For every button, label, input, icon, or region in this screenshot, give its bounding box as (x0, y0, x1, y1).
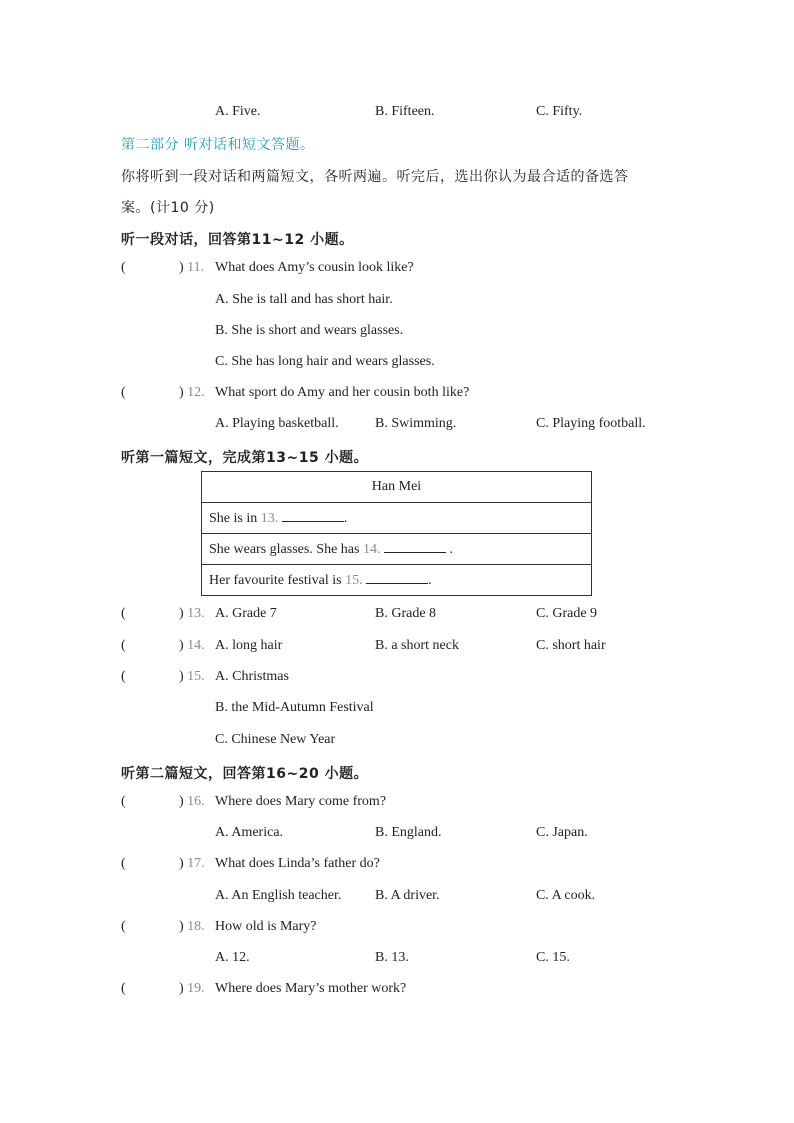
answer-paren-close: ) 12. (179, 385, 205, 400)
han-mei-table (201, 471, 592, 596)
option-b: B. England. (375, 825, 442, 840)
table-row-end: . (343, 511, 348, 526)
answer-blank[interactable] (282, 509, 344, 522)
answer-paren-open: ( (121, 638, 126, 653)
option-c: C. Playing football. (536, 416, 646, 431)
table-header: Han Mei (202, 472, 592, 503)
question-number: 14. (187, 638, 205, 653)
option-a: A. She is tall and has short hair. (215, 292, 393, 307)
part2-instructions-line2: 案。(计10 分) (121, 200, 215, 216)
answer-paren-close: ) 17. (179, 856, 205, 871)
part2-instructions-line1: 你将听到一段对话和两篇短文，各听两遍。听完后，选出你认为最合适的备选答 (121, 169, 629, 185)
option-b: B. She is short and wears glasses. (215, 323, 404, 338)
dialogue-heading: 听一段对话，回答第11~12 小题。 (121, 232, 354, 248)
answer-paren-open: ( (121, 981, 126, 996)
q10-option-a: A. Five. (215, 104, 261, 119)
question-number: 15. (345, 573, 363, 588)
answer-paren-open: ( (121, 606, 126, 621)
question-stem: Where does Mary’s mother work? (215, 981, 407, 996)
question-number: 11. (187, 260, 205, 275)
answer-paren-open: ( (121, 919, 126, 934)
option-c: C. 15. (536, 950, 570, 965)
question-stem: What does Linda’s father do? (215, 856, 380, 871)
option-a: A. Grade 7 (215, 606, 277, 621)
question-stem: Where does Mary come from? (215, 794, 387, 809)
answer-paren-open: ( (121, 260, 126, 275)
question-number: 19. (187, 981, 205, 996)
answer-paren-close: ) 13. (179, 606, 205, 621)
question-number: 17. (187, 856, 205, 871)
option-c: C. She has long hair and wears glasses. (215, 354, 435, 369)
option-c: C. Japan. (536, 825, 588, 840)
answer-paren-close: ) 19. (179, 981, 205, 996)
answer-paren-open: ( (121, 794, 126, 809)
passage1-heading: 听第一篇短文，完成第13~15 小题。 (121, 450, 369, 466)
answer-paren-close: ) 15. (179, 669, 205, 684)
answer-blank[interactable] (384, 540, 446, 553)
option-c: C. Chinese New Year (215, 732, 336, 747)
answer-paren-close: ) 18. (179, 919, 205, 934)
option-a: A. America. (215, 825, 284, 840)
option-a: A. 12. (215, 950, 250, 965)
option-a: A. An English teacher. (215, 888, 342, 903)
table-row (202, 565, 592, 596)
question-number: 18. (187, 919, 205, 934)
question-number: 14. (362, 542, 381, 557)
q10-option-c: C. Fifty. (536, 104, 583, 119)
answer-paren-close: ) 11. (179, 260, 205, 275)
answer-paren-open: ( (121, 385, 126, 400)
option-c: C. Grade 9 (536, 606, 598, 621)
answer-paren-open: ( (121, 669, 126, 684)
answer-blank[interactable] (366, 571, 428, 584)
question-stem: How old is Mary? (215, 919, 317, 934)
question-stem: What does Amy’s cousin look like? (215, 260, 414, 275)
table-row-end: . (428, 573, 432, 588)
option-b: B. 13. (375, 950, 409, 965)
option-a: A. Playing basketball. (215, 416, 339, 431)
option-b: B. a short neck (375, 638, 459, 653)
option-b: B. Swimming. (375, 416, 457, 431)
answer-paren-close: ) 16. (179, 794, 205, 809)
question-number: 16. (187, 794, 205, 809)
table-row-text: She wears glasses. She has (209, 542, 360, 557)
question-stem: What sport do Amy and her cousin both like? (215, 385, 470, 400)
question-number: 15. (187, 669, 205, 684)
question-number: 13. (260, 511, 279, 526)
option-b: B. A driver. (375, 888, 440, 903)
table-row-text: Her favourite festival is (209, 573, 342, 588)
option-b: B. Grade 8 (375, 606, 437, 621)
option-a: A. long hair (215, 638, 283, 653)
part2-title: 第二部分 听对话和短文答题。 (121, 137, 315, 153)
option-b: B. the Mid-Autumn Festival (215, 700, 374, 715)
table-row-end: . (449, 542, 453, 557)
table-row-text: She is in (209, 511, 258, 526)
q10-option-b: B. Fifteen. (375, 104, 435, 119)
answer-paren-open: ( (121, 856, 126, 871)
question-number: 12. (187, 385, 205, 400)
table-row (202, 534, 592, 565)
passage2-heading: 听第二篇短文，回答第16~20 小题。 (121, 766, 369, 782)
answer-paren-close: ) 14. (179, 638, 205, 653)
question-number: 13. (187, 606, 205, 621)
option-c: C. short hair (536, 638, 606, 653)
table-row (202, 503, 592, 534)
option-c: C. A cook. (536, 888, 596, 903)
option-a: A. Christmas (215, 669, 289, 684)
